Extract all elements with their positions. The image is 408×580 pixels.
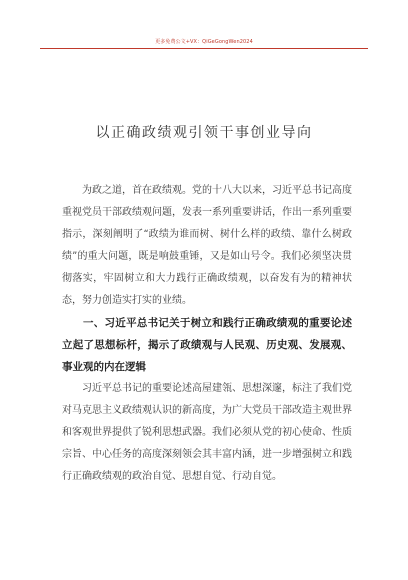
header-note: 更多免费公文+VX：QiGeGongWen2024 xyxy=(155,39,253,45)
document-body xyxy=(62,180,352,488)
section-heading: 一、习近平总书记关于树立和践行正确政绩观的重要论述立起了思想标杆，揭示了政绩观与人民观、历史观、发展观、事业观的内在逻辑 xyxy=(62,317,352,373)
intro-paragraph: 为政之道，首在政绩观。党的十八大以来，习近平总书记高度重视党员干部政绩观问题，发表一系列重要讲话，作出一系列重要指示，深刻阐明了“政绩为谁而树、树什么样的政绩、靠什么树政绩”的重大问题，既是响鼓重锤，又是如山号令。我们必须坚决贯彻落实，牢固树立和大力践行正确政绩观，以奋发有为的精神状态，努力创造实打实的业绩。 xyxy=(62,185,352,306)
header-divider xyxy=(40,48,368,49)
section-paragraph: 习近平总书记的重要论述高屋建瓴、思想深邃，标注了我们党对马克思主义政绩观认识的新高度，为广大党员干部改造主观世界和客观世界提供了锐利思想武器。我们必须从党的初心使命、性质宗旨、中心任务的高度深刻领会其丰富内涵，进一步增强树立和践行正确政绩观的政治自觉、思想自觉、行动自觉。 xyxy=(62,383,352,482)
document-title: 以正确政绩观引领干事创业导向 xyxy=(95,125,313,141)
